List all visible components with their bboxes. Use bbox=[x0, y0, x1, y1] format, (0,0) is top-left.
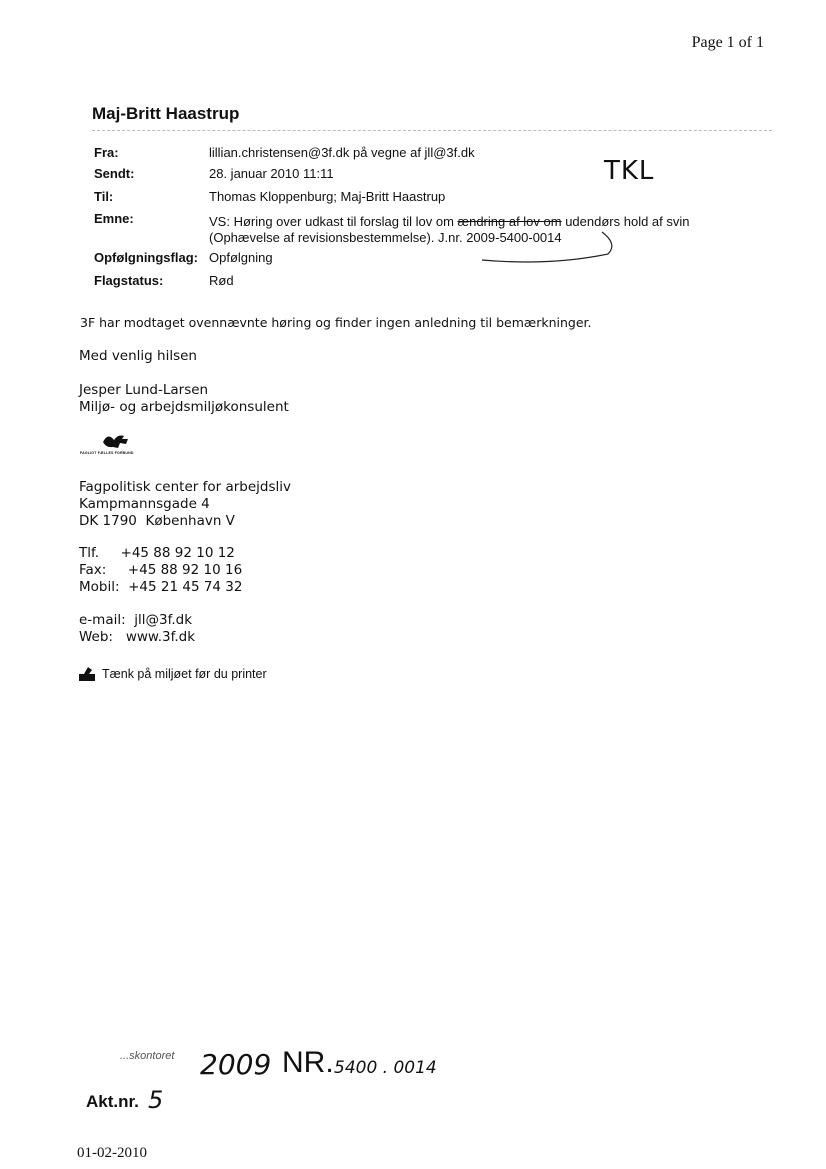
web-block bbox=[79, 612, 195, 646]
stamp-number: 5400 . 0014 bbox=[334, 1058, 437, 1078]
signature-title: Miljø- og arbejdsmiljøkonsulent bbox=[79, 399, 289, 415]
page-number: Page 1 of 1 bbox=[691, 34, 764, 51]
environment-note bbox=[78, 666, 267, 682]
fax-line: Fax: +45 88 92 10 16 bbox=[79, 562, 243, 578]
handwritten-initials: TKL bbox=[604, 156, 655, 186]
stamp-nr-label: NR. bbox=[282, 1046, 334, 1079]
email-line: e-mail: jll@3f.dk bbox=[79, 612, 193, 628]
stamp-year: 2009 bbox=[200, 1048, 272, 1081]
footer-date: 01-02-2010 bbox=[77, 1145, 147, 1161]
address-block bbox=[79, 479, 291, 530]
3f-logo-icon bbox=[100, 430, 140, 450]
sender-name: Maj-Britt Haastrup bbox=[92, 104, 240, 123]
phone-line: Tlf. +45 88 92 10 12 bbox=[79, 545, 235, 561]
signature-block bbox=[79, 382, 289, 416]
flagstatus-value: Rød bbox=[209, 273, 234, 288]
contact-block bbox=[79, 545, 242, 596]
akt-label: Akt.nr. bbox=[86, 1092, 139, 1111]
from-label: Fra: bbox=[94, 145, 119, 160]
subject-part1: VS: Høring over udkast til forslag til lov om bbox=[209, 214, 458, 229]
greeting: Med venlig hilsen bbox=[79, 348, 197, 364]
akt-value: 5 bbox=[148, 1086, 164, 1114]
subject-strikethrough: ændring af lov om bbox=[457, 214, 562, 229]
header-divider bbox=[92, 130, 772, 131]
subject-label: Emne: bbox=[94, 211, 134, 226]
to-label: Til: bbox=[94, 189, 114, 204]
from-value: lillian.christensen@3f.dk på vegne af jll@3f.dk bbox=[209, 145, 475, 160]
mobile-line: Mobil: +45 21 45 74 32 bbox=[79, 579, 243, 595]
subject-part2: udendørs hold af svin bbox=[561, 214, 690, 229]
to-value: Thomas Kloppenburg; Maj-Britt Haastrup bbox=[209, 189, 446, 204]
subject-value bbox=[209, 214, 739, 246]
subject-line2: (Ophævelse af revisionsbestemmelse). J.nr. 2009-5400-0014 bbox=[209, 230, 562, 245]
address-dept: Fagpolitisk center for arbejdsliv bbox=[79, 479, 292, 495]
environment-note-text: Tænk på miljøet før du printer bbox=[102, 667, 267, 681]
stamp-office: ...skontoret bbox=[120, 1050, 175, 1062]
signature-name: Jesper Lund-Larsen bbox=[79, 382, 209, 398]
sent-value: 28. januar 2010 11:11 bbox=[209, 166, 334, 181]
address-city: DK 1790 København V bbox=[79, 513, 235, 529]
handwritten-underline-mark bbox=[480, 226, 620, 266]
flag-value: Opfølgning bbox=[209, 250, 273, 265]
web-line: Web: www.3f.dk bbox=[79, 629, 196, 645]
address-street: Kampmannsgade 4 bbox=[79, 496, 210, 512]
3f-logo-text: FAGLIGT FÆLLES FORBUND bbox=[80, 451, 134, 455]
flagstatus-label: Flagstatus: bbox=[94, 273, 164, 288]
body-text: 3F har modtaget ovennævnte høring og finder ingen anledning til bemærkninger. bbox=[80, 315, 592, 330]
flag-label: Opfølgningsflag: bbox=[94, 250, 198, 265]
printer-leaf-icon bbox=[78, 666, 98, 682]
3f-logo bbox=[80, 430, 150, 458]
sent-label: Sendt: bbox=[94, 166, 135, 181]
